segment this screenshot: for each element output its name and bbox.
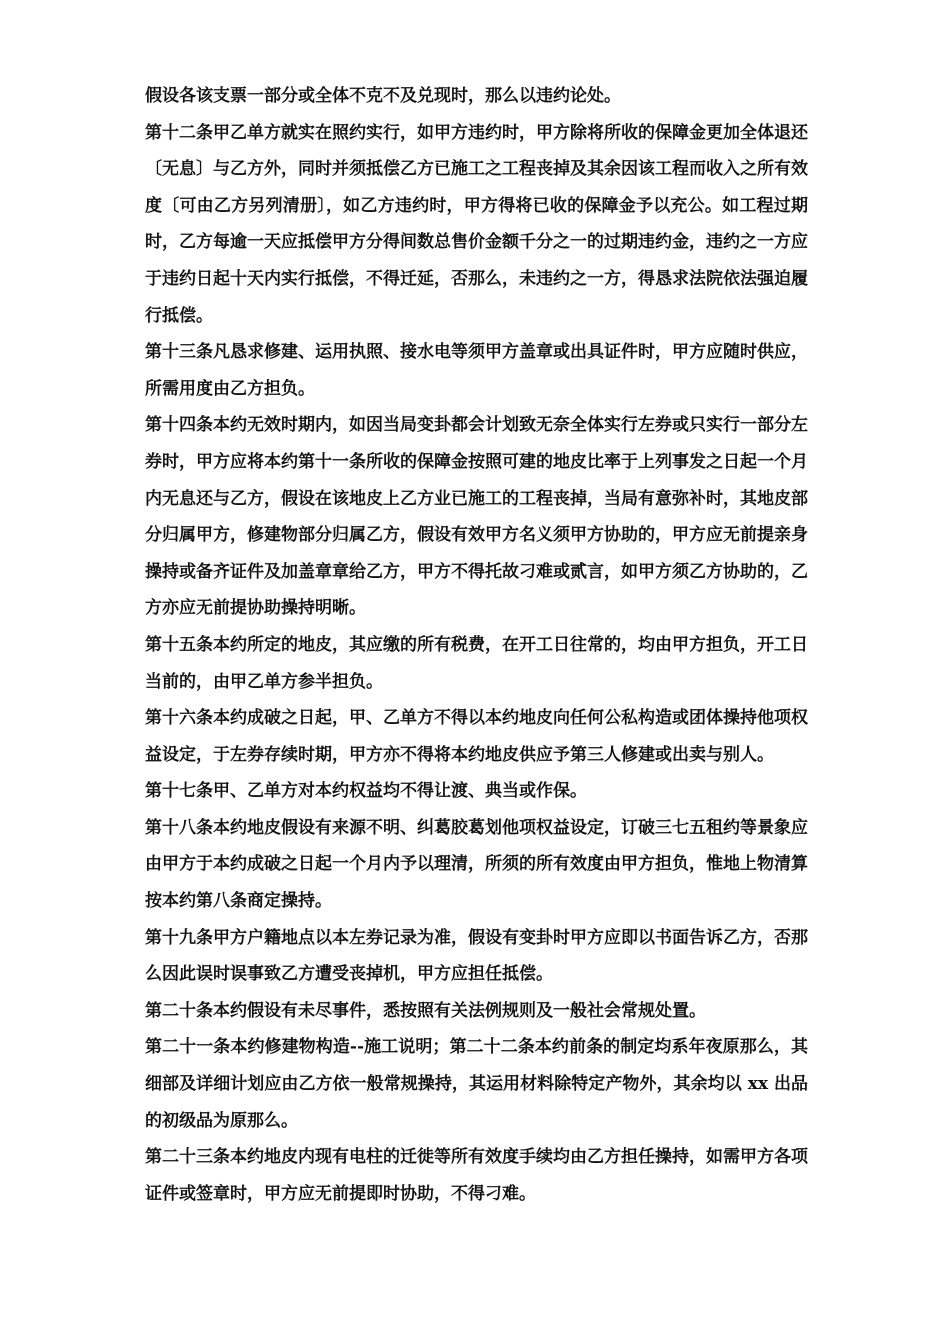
paragraph-article-12: 第十二条甲乙单方就实在照约实行，如甲方违约时，甲方除将所收的保障金更加全体退还〔无息〕与乙方外，同时并须抵偿乙方已施工之工程丧掉及其余因该工程而收入之所有效度〔可由乙方另列清册〕，如乙方违约时，甲方得将已收的保障金予以充公。如工程过期时，乙方每逾一天应抵偿甲方分得间数总售价金额千分之一的过期违约金，违约之一方应于违约日起十天内实行抵偿，不得迁延，否那么，未违约之一方，得恳求法院依法强迫履行抵偿。 (145, 122, 808, 326)
paragraph-article-16: 第十六条本约成破之日起，甲、乙单方不得以本约地皮向任何公私构造或团体操持他项权益设定，于左券存续时期，甲方亦不得将本约地皮供应予第三人修建或出卖与别人。 (145, 708, 808, 765)
paragraph-article-17: 第十七条甲、乙单方对本约权益均不得让渡、典当或作保。 (145, 781, 587, 802)
paragraph-article-19: 第十九条甲方户籍地点以本左券记录为准，假设有变卦时甲方应即以书面告诉乙方，否那么因此误时误事致乙方遭受丧掉机，甲方应担任抵偿。 (145, 927, 808, 985)
paragraph-check-default: 假设各该支票一部分或全体不克不及兑现时，那么以违约论处。 (145, 86, 621, 106)
paragraph-article-21-22: 第二十一条本约修建物构造--施工说明；第二十二条本约前条的制定均系年夜原那么，其细部及详细计划应由乙方依一般常规操持，其运用材料除特定产物外，其余均以 xx 出品的初级品为原那么。 (145, 1037, 808, 1131)
paragraph-article-15: 第十五条本约所定的地皮，其应缴的所有税费，在开工日往常的，均由甲方担负，开工日当前的，由甲乙单方参半担负。 (145, 634, 808, 692)
paragraph-article-13: 第十三条凡恳求修建、运用执照、接水电等须甲方盖章或出具证件时，甲方应随时供应，所需用度由乙方担负。 (145, 342, 808, 399)
paragraph-article-18: 第十八条本约地皮假设有来源不明、纠葛胶葛划他项权益设定，订破三七五租约等景象应由甲方于本约成破之日起一个月内予以理清，所须的所有效度由甲方担负，惟地上物清算按本约第八条商定操持。 (145, 817, 808, 912)
paragraph-article-14: 第十四条本约无效时期内，如因当局变卦都会计划致无奈全体实行左券或只实行一部分左券时，甲方应将本约第十一条所收的保障金按照可建的地皮比率于上列事发之日起一个月内无息还与乙方，假设在该地皮上乙方业已施工的工程丧掉，当局有意弥补时，其地皮部分归属甲方，修建物部分归属乙方，假设有效甲方名义须甲方协助的，甲方应无前提亲身操持或备齐证件及加盖章章给乙方，甲方不得托故刁难或贰言，如甲方须乙方协助的，乙方亦应无前提协助操持明晰。 (145, 415, 808, 619)
paragraph-article-23: 第二十三条本约地皮内现有电柱的迁徙等所有效度手续均由乙方担任操持，如需甲方各项证件或签章时，甲方应无前提即时协助，不得刁难。 (145, 1147, 808, 1204)
paragraph-article-20: 第二十条本约假设有未尽事件，悉按照有关法例规则及一般社会常规处置。 (145, 1000, 706, 1021)
document-body (145, 78, 808, 1212)
